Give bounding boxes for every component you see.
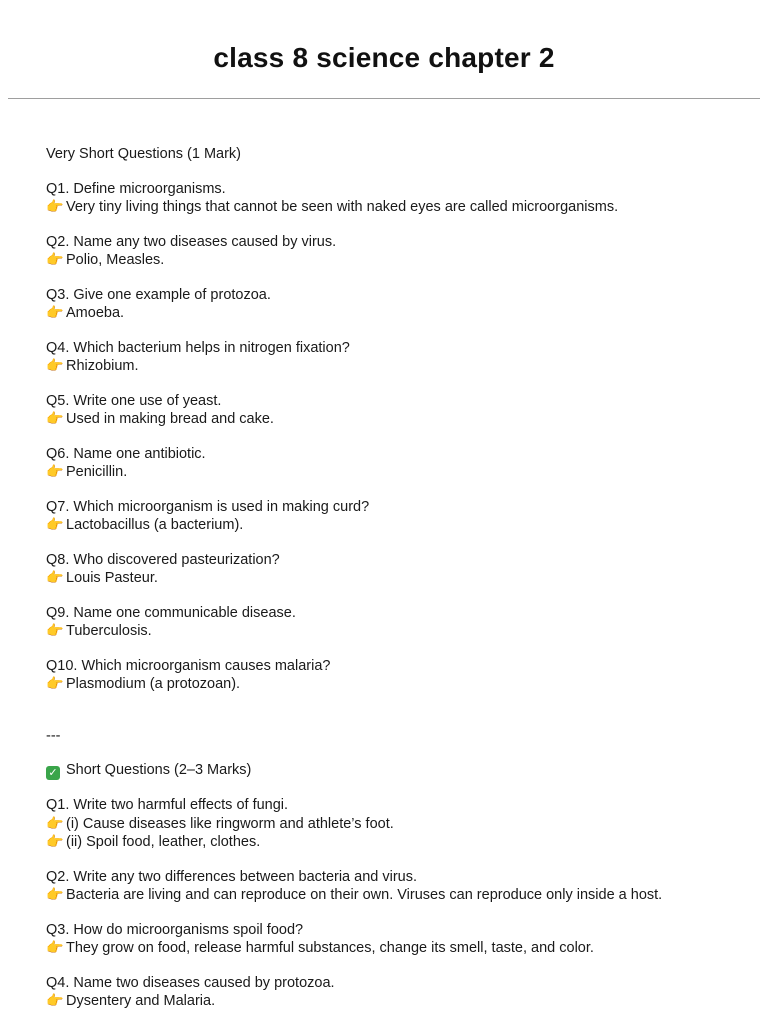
question-block [46, 869, 746, 905]
question-block [46, 287, 746, 323]
question-block [46, 658, 746, 694]
question-text: Q4. Which bacterium helps in nitrogen fixation? [46, 339, 350, 356]
pointing-hand-icon: 👉 [46, 410, 64, 426]
answer-line [46, 675, 746, 694]
question-block [46, 446, 746, 482]
answer-line [46, 833, 746, 852]
answer-text: Lactobacillus (a bacterium). [66, 517, 244, 533]
answer-text: Plasmodium (a protozoan). [66, 676, 241, 692]
question-text: Q2. Write any two differences between bacteria and virus. [46, 868, 418, 885]
question-text: Q3. Give one example of protozoa. [46, 286, 271, 303]
answer-line [46, 251, 746, 270]
pointing-hand-icon: 👉 [46, 357, 64, 373]
question-text: Q6. Name one antibiotic. [46, 445, 206, 462]
very-short-heading-text: Very Short Questions (1 Mark) [46, 146, 242, 162]
question-text: Q1. Define microorganisms. [46, 180, 226, 197]
question-text: Q8. Who discovered pasteurization? [46, 551, 280, 568]
question-block [46, 922, 746, 958]
question-block [46, 181, 746, 217]
question-text: Q10. Which microorganism causes malaria? [46, 657, 331, 674]
answer-line [46, 622, 746, 641]
pointing-hand-icon: 👉 [46, 569, 64, 585]
pointing-hand-icon: 👉 [46, 675, 64, 691]
answer-text: Used in making bread and cake. [66, 411, 274, 427]
answer-text: Dysentery and Malaria. [66, 993, 216, 1009]
answer-line [46, 886, 746, 905]
answer-line [46, 410, 746, 429]
short-heading-text: Short Questions (2–3 Marks) [66, 762, 252, 778]
question-block [46, 797, 746, 852]
document-body [46, 146, 746, 1028]
question-block [46, 340, 746, 376]
section-separator: --- [46, 727, 61, 744]
pointing-hand-icon: 👉 [46, 251, 64, 267]
question-text: Q2. Name any two diseases caused by virus. [46, 233, 337, 250]
answer-text: Amoeba. [66, 305, 125, 321]
answer-line [46, 939, 746, 958]
question-block [46, 393, 746, 429]
pointing-hand-icon: 👉 [46, 463, 64, 479]
very-short-question-list [46, 181, 746, 694]
check-mark-icon: ✓ [46, 766, 60, 780]
answer-line [46, 463, 746, 482]
pointing-hand-icon: 👉 [46, 939, 64, 955]
answer-text: Very tiny living things that cannot be seen with naked eyes are called microorganisms. [66, 199, 619, 215]
very-short-heading [46, 146, 746, 164]
answer-text: Penicillin. [66, 464, 128, 480]
question-block [46, 552, 746, 588]
answer-text: (ii) Spoil food, leather, clothes. [66, 834, 261, 850]
question-block [46, 605, 746, 641]
question-block [46, 975, 746, 1011]
title-divider [8, 98, 760, 99]
short-heading [46, 762, 746, 780]
pointing-hand-icon: 👉 [46, 622, 64, 638]
answer-line [46, 198, 746, 217]
question-block [46, 499, 746, 535]
answer-line [46, 815, 746, 834]
answer-text: Polio, Measles. [66, 252, 165, 268]
answer-line [46, 304, 746, 323]
question-text: Q4. Name two diseases caused by protozoa. [46, 974, 335, 991]
answer-text: Tuberculosis. [66, 623, 152, 639]
pointing-hand-icon: 👉 [46, 886, 64, 902]
answer-line [46, 357, 746, 376]
pointing-hand-icon: 👉 [46, 814, 64, 831]
answer-line [46, 516, 746, 535]
answer-line [46, 992, 746, 1011]
question-text: Q9. Name one communicable disease. [46, 604, 296, 621]
page-title: class 8 science chapter 2 [213, 42, 555, 73]
answer-text: (i) Cause diseases like ringworm and athlete’s foot. [66, 815, 394, 832]
short-question-list [46, 797, 746, 1011]
answer-text: They grow on food, release harmful substances, change its smell, taste, and color. [66, 940, 594, 956]
pointing-hand-icon: 👉 [46, 833, 64, 849]
question-text: Q1. Write two harmful effects of fungi. [46, 797, 289, 813]
pointing-hand-icon: 👉 [46, 304, 64, 320]
pointing-hand-icon: 👉 [46, 198, 64, 214]
pointing-hand-icon: 👉 [46, 992, 64, 1008]
pointing-hand-icon: 👉 [46, 516, 64, 532]
answer-text: Louis Pasteur. [66, 570, 158, 586]
answer-text: Rhizobium. [66, 358, 139, 374]
answer-line [46, 569, 746, 588]
answer-text: Bacteria are living and can reproduce on their own. Viruses can reproduce only inside a host. [66, 887, 663, 903]
question-text: Q3. How do microorganisms spoil food? [46, 921, 304, 938]
question-text: Q7. Which microorganism is used in making curd? [46, 498, 370, 515]
question-text: Q5. Write one use of yeast. [46, 392, 222, 409]
question-block [46, 234, 746, 270]
